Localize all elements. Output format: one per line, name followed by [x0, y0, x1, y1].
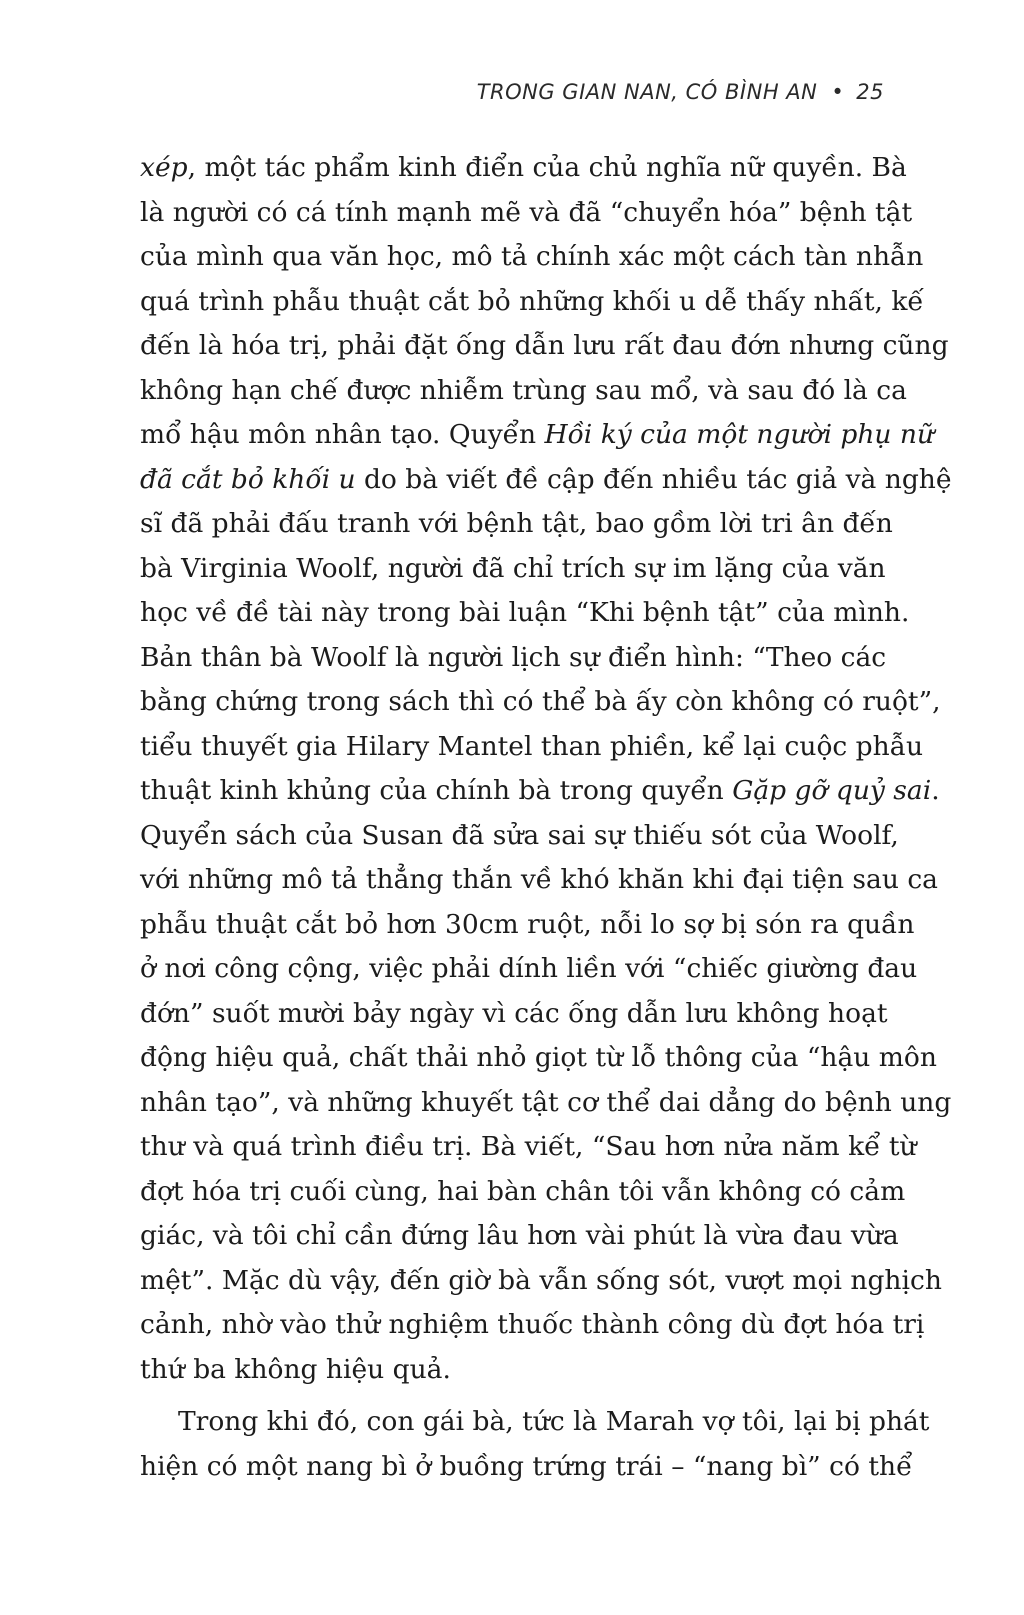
- text-line: [140, 413, 935, 458]
- text-segment: hiện có một nang bì ở buồng trứng trái – “nang bì” có thể: [140, 1450, 913, 1482]
- text-segment: do bà viết đề cập đến nhiều tác giả và nghệ: [355, 463, 952, 495]
- text-line: [140, 1348, 885, 1393]
- text-line: [140, 1125, 917, 1170]
- paragraph: [140, 1400, 930, 1489]
- text-segment: đến là hóa trị, phải đặt ống dẫn lưu rất đau đớn nhưng cũng: [140, 330, 949, 361]
- text-segment: nhân tạo”, và những khuyết tật cơ thể dai dẳng do bệnh ung: [140, 1086, 952, 1118]
- text-line: [140, 547, 885, 592]
- text-segment: sĩ đã phải đấu tranh với bệnh tật, bao gồm lời tri ân đến: [140, 508, 893, 539]
- text-line: [140, 191, 913, 236]
- text-line: [140, 591, 910, 636]
- text-line: [140, 814, 899, 859]
- text-line: [140, 146, 907, 191]
- paragraph: [140, 146, 952, 1392]
- text-line: [140, 1445, 913, 1490]
- text-line: [140, 1081, 952, 1126]
- text-segment: với những mô tả thẳng thắn về khó khăn khi đại tiện sau ca: [140, 864, 938, 895]
- text-segment: mệt”. Mặc dù vậy, đến giờ bà vẫn sống sót, vượt mọi nghịch: [140, 1264, 942, 1296]
- text-segment: cảnh, nhờ vào thử nghiệm thuốc thành công dù đợt hóa trị: [140, 1309, 925, 1340]
- running-title: TRONG GIAN NAN, CÓ BÌNH AN: [476, 80, 818, 104]
- text-segment: Trong khi đó, con gái bà, tức là Marah vợ tôi, lại bị phát: [178, 1406, 930, 1437]
- text-segment: đớn” suốt mười bảy ngày vì các ống dẫn lưu không hoạt: [140, 997, 888, 1029]
- text-segment: đợt hóa trị cuối cùng, hai bàn chân tôi vẫn không có cảm: [140, 1175, 906, 1207]
- paragraph-gap: [140, 1392, 885, 1400]
- text-segment: phẫu thuật cắt bỏ hơn 30cm ruột, nỗi lo sợ bị són ra quần: [140, 908, 915, 940]
- text-segment: thuật kinh khủng của chính bà trong quyển: [140, 775, 733, 806]
- running-head: [140, 78, 884, 106]
- text-segment: Quyển sách của Susan đã sửa sai sự thiếu sót của Woolf,: [140, 819, 899, 851]
- text-line: [140, 458, 952, 503]
- text-line: [140, 1400, 930, 1445]
- text-line: [140, 324, 949, 369]
- text-segment: tiểu thuyết gia Hilary Mantel than phiền, kể lại cuộc phẫu: [140, 730, 924, 762]
- text-segment: thứ ba không hiệu quả.: [140, 1353, 451, 1385]
- text-segment: ở nơi công cộng, việc phải dính liền với “chiếc giường đau: [140, 953, 918, 984]
- text-line: [140, 235, 924, 280]
- italic-title-segment: Hồi ký của một người phụ nữ: [544, 419, 935, 450]
- italic-title-segment: xép: [140, 152, 188, 183]
- text-segment: của mình qua văn học, mô tả chính xác một cách tàn nhẫn: [140, 241, 924, 272]
- text-line: [140, 1214, 899, 1259]
- text-line: [140, 769, 940, 814]
- text-segment: bà Virginia Woolf, người đã chỉ trích sự im lặng của văn: [140, 552, 886, 584]
- text-line: [140, 502, 893, 547]
- text-segment: mổ hậu môn nhân tạo. Quyển: [140, 419, 545, 450]
- text-segment: .: [931, 775, 940, 806]
- text-line: [140, 1259, 942, 1304]
- text-line: [140, 725, 924, 770]
- text-line: [140, 636, 885, 681]
- text-segment: giác, và tôi chỉ cần đứng lâu hơn vài phút là vừa đau vừa: [140, 1220, 899, 1251]
- text-segment: thư và quá trình điều trị. Bà viết, “Sau hơn nửa năm kể từ: [140, 1131, 917, 1162]
- bullet-separator: •: [831, 80, 845, 104]
- text-line: [140, 680, 941, 725]
- text-segment: động hiệu quả, chất thải nhỏ giọt từ lỗ thông của “hậu môn: [140, 1042, 937, 1073]
- text-line: [140, 1303, 925, 1348]
- text-segment: học về đề tài này trong bài luận “Khi bệnh tật” của mình.: [140, 597, 910, 628]
- text-segment: là người có cá tính mạnh mẽ và đã “chuyển hóa” bệnh tật: [140, 196, 913, 228]
- text-segment: không hạn chế được nhiễm trùng sau mổ, và sau đó là ca: [140, 374, 907, 406]
- body-text: [140, 146, 952, 1489]
- text-segment: Bản thân bà Woolf là người lịch sự điển hình: “Theo các: [140, 641, 887, 673]
- italic-title-segment: Gặp gỡ quỷ sai: [732, 775, 932, 806]
- text-segment: bằng chứng trong sách thì có thể bà ấy còn không có ruột”,: [140, 686, 941, 717]
- text-line: [140, 858, 938, 903]
- text-line: [140, 369, 907, 414]
- text-segment: quá trình phẫu thuật cắt bỏ những khối u dễ thấy nhất, kế: [140, 285, 924, 317]
- italic-title-segment: đã cắt bỏ khối u: [140, 463, 356, 495]
- text-line: [140, 1170, 906, 1215]
- page-number: 25: [856, 80, 884, 104]
- text-segment: , một tác phẩm kinh điển của chủ nghĩa nữ quyền. Bà: [187, 152, 907, 183]
- text-line: [140, 903, 915, 948]
- text-line: [140, 280, 924, 325]
- text-line: [140, 1036, 937, 1081]
- text-line: [140, 947, 918, 992]
- text-line: [140, 992, 888, 1037]
